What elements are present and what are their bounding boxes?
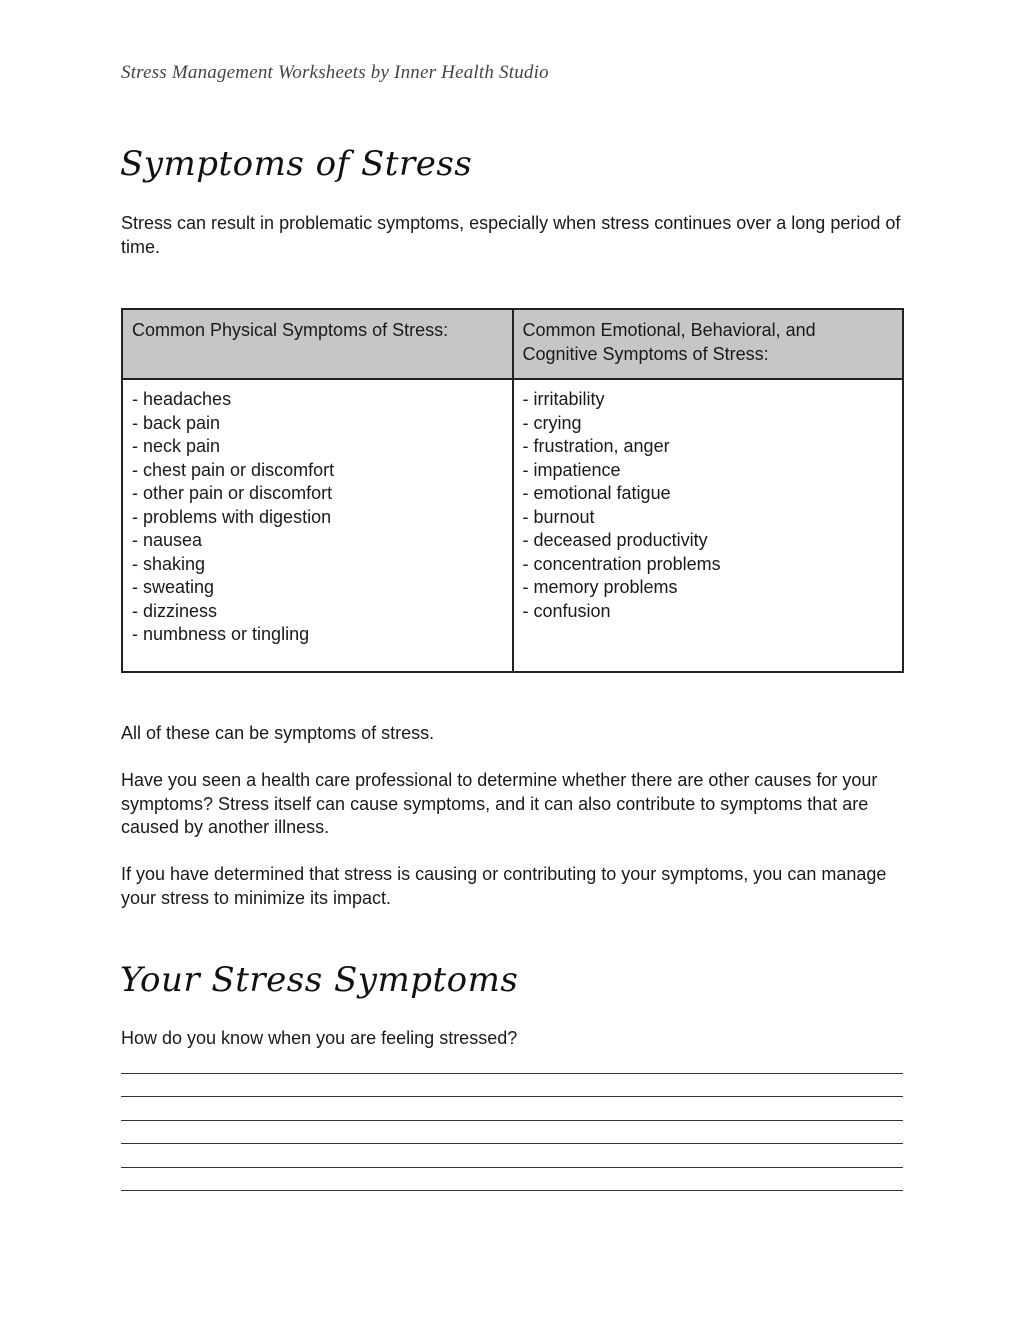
section-title-your-symptoms: Your Stress Symptoms [120,960,519,1000]
list-item: - impatience [522,459,621,480]
list-item: - confusion [522,600,611,621]
emotional-symptoms-list [523,388,894,623]
list-item: - emotional fatigue [522,483,671,503]
answer-line[interactable] [121,1074,903,1098]
answer-line[interactable] [121,1168,903,1192]
manage-stress-paragraph: If you have determined that stress is causing or contributing to your symptoms, you can manage your stress to minimize its impact. [121,864,887,908]
list-item: - shaking [132,553,206,574]
list-item: - numbness or tingling [132,624,310,644]
physical-symptoms-heading: Common Physical Symptoms of Stress: [122,309,513,379]
answer-line[interactable] [121,1097,903,1121]
table-header-row [122,309,903,379]
list-item: - dizziness [132,600,218,621]
symptoms-table [121,308,904,673]
list-item: - chest pain or discomfort [132,459,335,480]
emotional-symptoms-cell [513,379,904,672]
answer-line[interactable] [121,1121,903,1145]
list-item: - crying [522,412,582,433]
worksheet-question: How do you know when you are feeling stressed? [121,1028,518,1048]
section-title-symptoms: Symptoms of Stress [120,144,473,184]
list-item: - other pain or discomfort [132,483,333,503]
list-item: - sweating [132,577,215,597]
list-item: - memory problems [522,577,678,597]
answer-line[interactable] [121,1144,903,1168]
physical-symptoms-list [132,388,503,647]
physical-symptoms-cell [122,379,513,672]
table-body-row [122,379,903,672]
list-item: - headaches [132,389,232,409]
intro-paragraph: Stress can result in problematic symptoms, especially when stress continues over a long period of time. [121,213,901,257]
answer-area[interactable] [121,1050,903,1191]
list-item: - burnout [522,506,595,527]
list-item: - nausea [132,530,203,550]
list-item: - concentration problems [522,553,721,574]
list-item: - frustration, anger [522,436,670,456]
list-item: - irritability [522,389,605,409]
answer-line[interactable] [121,1050,903,1074]
summary-paragraph: All of these can be symptoms of stress. [121,723,435,743]
emotional-symptoms-heading: Common Emotional, Behavioral, and Cognitive Symptoms of Stress: [513,309,904,379]
health-professional-paragraph: Have you seen a health care professional to determine whether there are other causes for your symptoms? Stress itself can cause symptoms, and it can also contribute to symptoms that are caused by another illness. [121,770,878,837]
running-header: Stress Management Worksheets by Inner Health Studio [121,62,549,83]
list-item: - problems with digestion [132,506,332,527]
list-item: - back pain [132,412,221,433]
list-item: - neck pain [132,436,221,456]
list-item: - deceased productivity [522,530,708,550]
